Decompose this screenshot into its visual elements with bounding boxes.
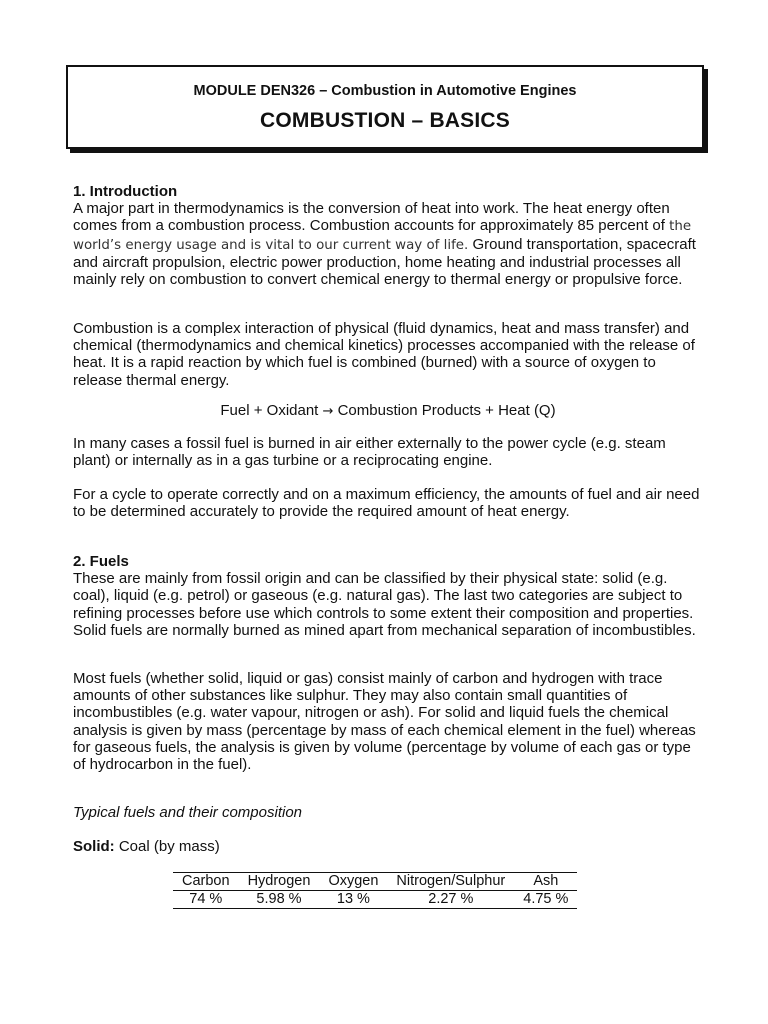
table-header-cell: Hydrogen [239,873,320,891]
fuels-paragraph-2-block [73,670,703,773]
intro-paragraph-3: In many cases a fossil fuel is burned in air either externally to the power cycle (e.g. steam plant) or internally as in a gas turbine or a reciprocating engine. [73,435,666,470]
introduction-section [73,183,703,288]
table-cell: 2.27 % [387,891,514,909]
table-header-cell: Ash [514,873,577,891]
fuels-subheading: Typical fuels and their composition [73,804,302,821]
intro-paragraph-3-block [73,435,703,469]
introduction-heading: 1. Introduction [73,183,178,200]
table-header-cell: Oxygen [319,873,387,891]
intro-paragraph-2-block [73,320,703,389]
module-line: MODULE DEN326 – Combustion in Automotive Engines [193,83,577,99]
fuels-section [73,553,703,639]
equation [73,402,703,420]
fuels-heading: 2. Fuels [73,553,129,570]
table-header-row [173,873,577,891]
table-cell: 5.98 % [239,891,320,909]
table-cell: 13 % [319,891,387,909]
solid-label: Solid: [73,838,115,855]
intro-paragraph-1 [73,200,703,288]
equation-left: Fuel + Oxidant [220,402,319,419]
table-header-cell: Carbon [173,873,239,891]
fuels-subheading-block [73,804,703,821]
right-arrow-icon: → [322,404,334,419]
solid-fuel-line [73,838,703,855]
intro-paragraph-4: For a cycle to operate correctly and on a maximum efficiency, the amounts of fuel and air need to be determined accurately to provide the required amount of heat energy. [73,486,700,521]
document-title: COMBUSTION – BASICS [260,109,510,132]
table-row [173,891,577,909]
intro-p1-part1: A major part in thermodynamics is the conversion of heat into work. The heat energy often comes from a combustion process. Combustion accounts for approximately 85 percent of [73,200,670,235]
title-box [66,65,704,149]
fuels-paragraph-2: Most fuels (whether solid, liquid or gas) consist mainly of carbon and hydrogen with trace amounts of other substances like sulphur. They may also contain small quantities of incombustibles (e.g. water vapour, nitrogen or ash). For solid and liquid fuels the chemical analysis is given by mass (percentage by mass of each chemical element in the fuel) whereas for gaseous fuels, the analysis is given by volume (percentage by volume of each gas or type of hydrocarbon in the fuel). [73,670,696,774]
table-cell: 4.75 % [514,891,577,909]
equation-right: Combustion Products + Heat (Q) [337,402,556,419]
table-header-cell: Nitrogen/Sulphur [387,873,514,891]
intro-p1-part2: the world’s energy usage and is vital to our current way of life. [73,219,692,253]
intro-p1-part3: Ground transportation, spacecraft and aircraft propulsion, electric power production, home heating and industrial processes all mainly rely on combustion to convert chemical energy to thermal energy or propulsive force. [73,235,696,289]
intro-paragraph-4-block [73,486,703,520]
solid-description: Coal (by mass) [118,838,220,855]
intro-paragraph-2: Combustion is a complex interaction of physical (fluid dynamics, heat and mass transfer) and chemical (thermodynamics and chemical kinetics) processes accompanied with the release of heat. It is a rapid reaction by which fuel is combined (burned) with a source of oxygen to release thermal energy. [73,320,695,389]
table-cell: 74 % [173,891,239,909]
coal-composition-table [173,872,577,909]
fuels-paragraph-1: These are mainly from fossil origin and can be classified by their physical state: solid (e.g. coal), liquid (e.g. petrol) or gaseous (e.g. natural gas). The last two categories are subject to refining processes before use which controls to some extent their composition and properties. Solid fuels are normally burned as mined apart from mechanical separation of incombustibles. [73,570,696,639]
